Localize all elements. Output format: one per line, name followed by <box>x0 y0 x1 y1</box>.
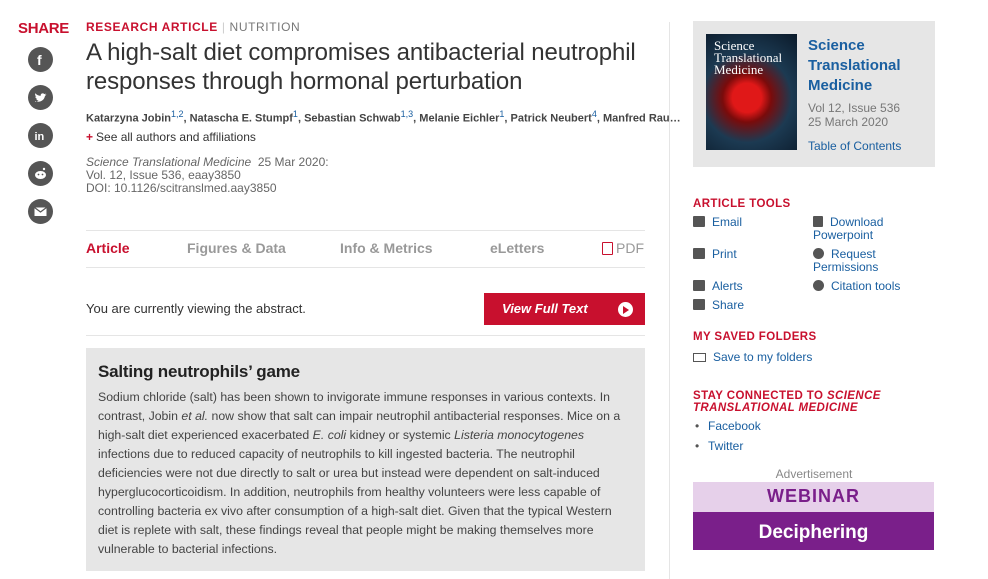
citation-journal: Science Translational Medicine <box>86 154 252 169</box>
issue-date: 25 March 2020 <box>808 115 889 129</box>
advertisement-banner[interactable] <box>693 482 934 550</box>
tab-eletters[interactable]: eLetters <box>490 240 545 256</box>
megaphone-icon <box>693 280 705 291</box>
view-full-text-button[interactable] <box>484 293 645 325</box>
author-name[interactable]: Sebastian Schwab <box>304 112 401 125</box>
article-kicker: RESEARCH ARTICLE | NUTRITION <box>86 20 301 34</box>
author-affiliation[interactable]: 1 <box>292 109 298 119</box>
article-tools-title: ARTICLE TOOLS <box>693 198 791 210</box>
tab-article[interactable]: Article <box>86 240 130 256</box>
tool-citation-tools[interactable]: Citation tools <box>813 280 900 293</box>
linkedin-icon[interactable] <box>28 123 53 148</box>
globe-icon <box>813 280 824 291</box>
author-list: Katarzyna Jobin$^{1,2}$, Natascha E. Stumpf$^1$, Sebastian Schwab$^{1,3}$, Melanie Eichler$^1$, Patrick Neubert$^4$, Manfred Rau… <box>86 109 681 125</box>
facebook-icon[interactable] <box>28 47 53 72</box>
article-tools <box>693 216 935 336</box>
tab-figures-data[interactable]: Figures & Data <box>187 240 286 256</box>
folder-icon <box>693 353 706 362</box>
tab-info-metrics[interactable]: Info & Metrics <box>340 240 433 256</box>
article-header <box>86 20 681 195</box>
author-affiliation[interactable]: 4 <box>591 109 597 119</box>
issue-volume: Vol 12, Issue 536 <box>808 101 901 115</box>
share-arrow-icon <box>693 299 705 310</box>
twitter-icon[interactable] <box>28 85 53 110</box>
journal-name-link[interactable]: Science Translational Medicine <box>808 37 901 94</box>
citation-date: 25 Mar 2020: <box>257 154 329 169</box>
ad-top-text: WEBINAR <box>693 482 934 512</box>
issue-cover-image[interactable] <box>706 34 797 150</box>
article-title: A high-salt diet compromises antibacterial neutrophil responses through hormonal perturbation <box>86 39 636 95</box>
plus-icon: + <box>86 129 94 144</box>
author-name[interactable]: Patrick Neubert <box>510 112 592 125</box>
tool-request-permissions[interactable]: Request Permissions <box>813 247 879 274</box>
viewing-notice: You are currently viewing the abstract. <box>86 301 306 316</box>
author-affiliation[interactable]: 1 <box>499 109 505 119</box>
share-title: SHARE <box>18 20 70 37</box>
tool-share[interactable]: Share <box>693 299 744 312</box>
author-name[interactable]: Natascha E. Stumpf <box>189 112 293 125</box>
facebook-link[interactable]: • Facebook <box>693 419 935 433</box>
article-tabs <box>86 230 645 268</box>
saved-folders-title: MY SAVED FOLDERS <box>693 331 817 343</box>
tool-alerts[interactable]: Alerts <box>693 280 743 293</box>
cover-title: Science Translational Medicine <box>714 38 783 77</box>
editor-summary <box>86 348 645 571</box>
article-type: RESEARCH ARTICLE <box>86 20 218 34</box>
divider <box>86 335 645 336</box>
see-all-authors-link[interactable] <box>86 130 646 144</box>
tab-pdf[interactable] <box>602 240 644 256</box>
download-icon <box>813 216 823 227</box>
svg-text:in: in <box>34 131 45 143</box>
envelope-icon <box>693 216 705 227</box>
citation-block <box>86 156 646 195</box>
stay-connected-title: STAY CONNECTED TO SCIENCE TRANSLATIONAL MEDICINE <box>693 390 881 414</box>
summary-heading: Salting neutrophils’ game <box>98 362 300 381</box>
column-divider <box>669 22 670 579</box>
citation-doi[interactable]: DOI: 10.1126/scitranslmed.aay3850 <box>86 180 277 195</box>
author-affiliation[interactable]: 1,3 <box>400 109 414 119</box>
save-to-folders-link[interactable]: Save to my folders <box>693 350 935 364</box>
reddit-icon[interactable] <box>28 161 53 186</box>
citation-volume: Vol. 12, Issue 536, eaay3850 <box>86 167 241 182</box>
share-column <box>18 20 70 237</box>
pdf-icon <box>602 242 613 255</box>
see-all-label: See all authors and affiliations <box>96 129 256 144</box>
email-icon[interactable] <box>28 199 53 224</box>
tool-print[interactable]: Print <box>693 248 737 261</box>
table-of-contents-link[interactable]: Table of Contents <box>808 139 902 153</box>
summary-body: Sodium chloride (salt) has been shown to invigorate immune responses in various contexts. In contrast, Jobin et al. now show that salt can impair neutrophil antibacterial responses. Mice on a high-salt diet experienced exacerbated E. coli kidney or systemic Listeria monocytogenes infections due to reduced capacity of neutrophils to kill ingested bacteria. The neutrophil deficiencies were not due directly to salt or urea but instead were dependent on salt-induced hyperglucocorticoidism. In addition, neutrophils from healthy volunteers were less capable of controlling bacteria ex vivo after consumption of a high-salt diet. Given that the typical Western diet is replete with salt, these findings reveal that people might be making themselves more vulnerable to bacterial infections. <box>98 390 621 556</box>
tool-email[interactable]: Email <box>693 216 742 229</box>
play-arrow-icon <box>618 302 633 317</box>
view-full-text-label: View Full Text <box>502 301 588 316</box>
copyright-icon <box>813 248 824 259</box>
issue-box <box>693 21 935 167</box>
sidebar <box>693 21 935 550</box>
author-name[interactable]: Melanie Eichler <box>419 112 500 125</box>
author-name[interactable]: Manfred Rau… <box>602 112 681 125</box>
svg-text:f: f <box>37 52 42 68</box>
author-affiliation[interactable]: 1,2 <box>170 109 184 119</box>
advertisement-label: Advertisement <box>775 467 853 481</box>
ad-bottom-text: Deciphering <box>758 522 869 543</box>
author-name[interactable]: Katarzyna Jobin <box>86 112 171 125</box>
twitter-link[interactable]: • Twitter <box>693 439 935 453</box>
printer-icon <box>693 248 705 259</box>
stay-connected <box>693 390 935 453</box>
tool-download-powerpoint[interactable]: Download Powerpoint <box>813 215 884 242</box>
tab-pdf-label: PDF <box>616 240 644 256</box>
article-subject[interactable]: NUTRITION <box>229 20 301 34</box>
